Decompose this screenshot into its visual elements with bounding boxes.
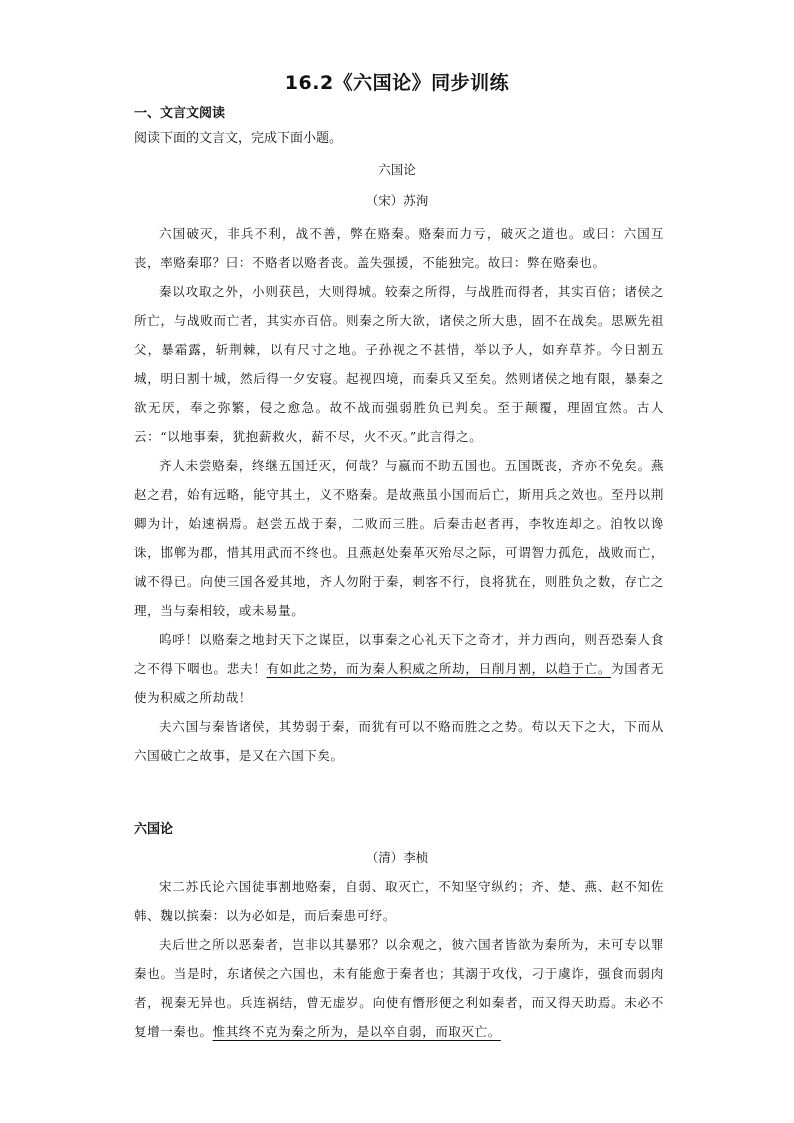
passage2-paragraph-1: 宋二苏氏论六国徒事割地赂秦，自弱、取灭亡，不知坚守纵约；齐、楚、燕、赵不知佐韩、魏以摈秦：以为必如是，而后秦患可纾。 [134,879,664,923]
passage1-paragraph-5: 夫六国与秦皆诸侯，其势弱于秦，而犹有可以不赂而胜之之势。苟以天下之大，下而从六国破亡之故事，是又在六国下矣。 [134,719,664,763]
passage1-title: 六国论 [378,162,416,177]
passage2-body [134,872,664,1046]
passage2-paragraph-2 [134,930,664,1046]
passage1-paragraph-4-text-a: 呜呼！以赂秦之地封天下之谋臣，以事秦之心礼天下之奇才，并力西向，则吾恐秦人食之不得下咽也。悲夫！ [134,632,664,676]
passage2-paragraph-2-text: 夫后世之所以恶秦者，岂非以其暴邪？以余观之，彼六国者皆欲为秦所为，未可专以罪秦也。当是时，东诸侯之六国也，未有能愈于秦者也；其溺于攻伐，刁于虞诈，强食而弱肉者，视秦无异也。兵连祸结，曾无虚岁。向使有憯形便之利如秦者，而又得天助焉。未必不复增一秦也。 [134,937,664,1039]
passage2-title: 六国论 [134,822,174,837]
document-title: 16.2《六国论》同步训练 [284,72,510,94]
reading-instruction: 阅读下面的文言文，完成下面小题。 [134,131,343,146]
passage1-underlined-sentence: 有如此之势，而为秦人积威之所劫，日削月割，以趋于亡。 [266,661,612,676]
passage1-paragraph-4 [134,625,664,712]
passage1-paragraph-2: 秦以攻取之外，小则获邑，大则得城。较秦之所得，与战胜而得者，其实百倍；诸侯之所亡，与战败而亡者，其实亦百倍。则秦之所大欲，诸侯之所大患，固不在战矣。思厥先祖父，暴霜露，斩荆棘，以有尺寸之地。子孙视之不甚惜，举以予人，如弃草芥。今日割五城，明日割十城，然后得一夕安寝。起视四境，而秦兵又至矣。然则诸侯之地有限，暴秦之欲无厌，奉之弥繁，侵之愈急。故不战而强弱胜负已判矣。至于颠覆，理固宜然。古人云：“以地事秦，犹抱薪救火，薪不尽，火不灭。”此言得之。 [134,284,664,444]
passage2-author: （清）李桢 [365,850,429,865]
passage1-body [134,219,664,770]
passage1-paragraph-4-text-b: 为国者无使为积威之所劫哉！ [134,661,664,705]
passage1-paragraph-3: 齐人未尝赂秦，终继五国迁灭，何哉？与嬴而不助五国也。五国既丧，齐亦不免矣。燕赵之君，始有远略，能守其土，义不赂秦。是故燕虽小国而后亡，斯用兵之效也。至丹以荆卿为计，始速祸焉。赵尝五战于秦，二败而三胜。后秦击赵者再，李牧连却之。洎牧以谗诛，邯郸为郡，惜其用武而不终也。且燕赵处秦革灭殆尽之际，可谓智力孤危，战败而亡，诚不得已。向使三国各爱其地，齐人勿附于秦，刺客不行，良将犹在，则胜负之数，存亡之理，当与秦相较，或未易量。 [134,458,664,618]
passage2-underlined-sentence: 惟其终不克为秦之所为，是以卒自弱，而取灭亡。 [212,1024,501,1039]
passage1-paragraph-1: 六国破灭，非兵不利，战不善，弊在赂秦。赂秦而力亏，破灭之道也。或曰：六国互丧，率赂秦耶？曰：不赂者以赂者丧。盖失强援，不能独完。故曰：弊在赂秦也。 [134,226,664,270]
section-heading-classical-reading: 一、文言文阅读 [134,106,226,121]
passage1-author: （宋）苏洵 [365,193,429,208]
